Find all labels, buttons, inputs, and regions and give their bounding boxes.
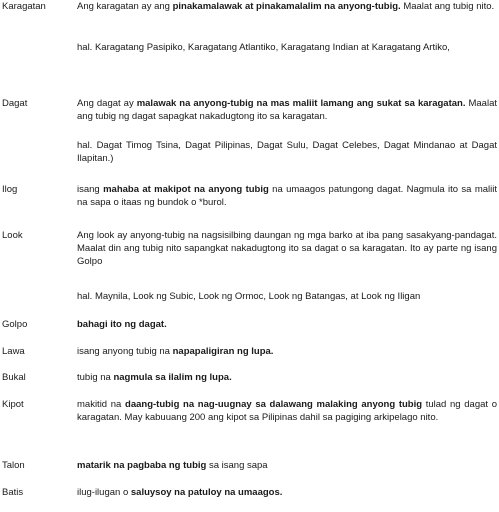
term-ilog: Ilog <box>2 184 18 195</box>
def-bold-text: daang-tubig na nag-uugnay sa dalawang malaking anyong tubig <box>125 399 423 410</box>
def-text: Ang look ay anyong-tubig na nagsisilbing daungan ng mga barko at iba pang sasakyang-pandagat. Maalat din ang tubig nito sapangkat nakadugtong ito sa dagat o sa karagatan. Ito ay parte ng isang Golpo <box>77 230 497 267</box>
def-bold-text: malawak na anyong-tubig na mas maliit lamang ang sukat sa karagatan. <box>136 98 466 109</box>
def-text: isang anyong tubig na <box>77 346 173 357</box>
def-bold-text: nagmula sa ilalim ng lupa. <box>113 372 232 383</box>
term-golpo: Golpo <box>2 319 28 330</box>
definition-talon <box>77 459 497 472</box>
def-text: sa isang sapa <box>206 460 268 471</box>
term-talon: Talon <box>2 460 25 471</box>
def-bold-text: saluysoy na patuloy na umaagos. <box>130 487 283 498</box>
term-lawa: Lawa <box>2 346 25 357</box>
definition-golpo <box>77 318 497 331</box>
term-bukal: Bukal <box>2 372 26 383</box>
definition-dagat <box>77 97 497 123</box>
def-text: Ang karagatan ay ang <box>77 1 173 12</box>
definition-karagatan <box>77 0 497 13</box>
definition-bukal <box>77 371 497 384</box>
term-look: Look <box>2 230 23 241</box>
def-text: makitid na <box>77 399 126 410</box>
term-dagat: Dagat <box>2 98 28 109</box>
def-bold-text: mahaba at makipot na anyong tubig <box>103 184 269 195</box>
definition-look <box>77 229 497 268</box>
term-kipot: Kipot <box>2 399 24 410</box>
def-text: tulad ng dagat o karagatan. May kabuuang 200 ang kipot sa Pilipinas dahil sa pagiging arkipelago nito. <box>77 399 497 423</box>
def-bold-text: bahagi ito ng dagat. <box>77 319 167 330</box>
example-dagat: hal. Dagat Timog Tsina, Dagat Pilipinas, Dagat Sulu, Dagat Celebes, Dagat Mindanao at Dagat Ilapitan.) <box>77 140 497 164</box>
definition-lawa <box>77 345 497 358</box>
example-karagatan: hal. Karagatang Pasipiko, Karagatang Atlantiko, Karagatang Indian at Karagatang Artiko, <box>77 42 450 53</box>
def-bold-text: napapaligiran ng lupa. <box>172 346 274 357</box>
def-text: Ang dagat ay <box>77 98 137 109</box>
definition-batis <box>77 486 497 499</box>
def-text: na umaagos patungong dagat. Nagmula ito sa maliit na sapa o itaas ng bundok o *burol. <box>77 184 497 208</box>
def-text: tubig na <box>77 372 114 383</box>
term-batis: Batis <box>2 487 24 498</box>
def-text: ilug-ilugan o <box>77 487 131 498</box>
def-text: isang <box>77 184 104 195</box>
def-text: Maalat ang tubig nito. <box>400 1 495 12</box>
def-bold-text: pinakamalawak at pinakamalalim na anyong-tubig. <box>172 1 401 12</box>
def-bold-text: matarik na pagbaba ng tubig <box>77 460 207 471</box>
def-text: Maalat ang tubig ng dagat sapagkat nakadugtong ito sa karagatan. <box>77 98 497 122</box>
term-karagatan: Karagatan <box>2 1 46 12</box>
example-look: hal. Maynila, Look ng Subic, Look ng Ormoc, Look ng Batangas, at Look ng Iligan <box>77 291 421 302</box>
definition-kipot <box>77 398 497 424</box>
definition-ilog <box>77 183 497 209</box>
